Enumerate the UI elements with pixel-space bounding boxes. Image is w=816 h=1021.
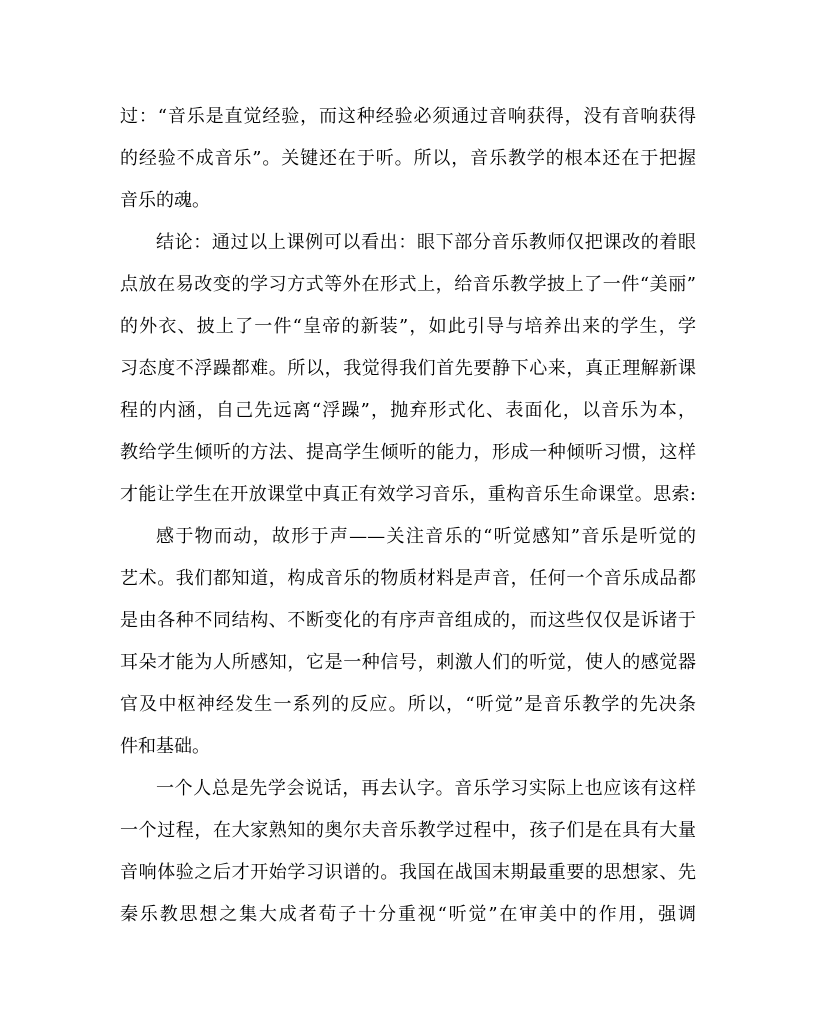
text-line: 的外衣、披上了一件“皇帝的新装”，如此引导与培养出来的学生，学 (120, 316, 696, 337)
text-line: 件和基础。 (120, 736, 210, 757)
text-line: 习态度不浮躁都难。所以，我觉得我们首先要静下心来，真正理解新课 (120, 358, 696, 379)
text-line: 官及中枢神经发生一系列的反应。所以，“听觉”是音乐教学的先决条 (120, 694, 696, 715)
text-line: 音响体验之后才开始学习识谱的。我国在战国末期最重要的思想家、先 (120, 862, 696, 883)
text-line: 秦乐教思想之集大成者荀子十分重视“听觉”在审美中的作用，强调 (120, 904, 696, 925)
text-line: 教给学生倾听的方法、提高学生倾听的能力，形成一种倾听习惯，这样 (120, 442, 696, 463)
text-line: 的经验不成音乐”。关键还在于听。所以，音乐教学的根本还在于把握 (120, 148, 696, 169)
text-line: 才能让学生在开放课堂中真正有效学习音乐，重构音乐生命课堂。思索: (120, 484, 696, 505)
text-line: 过：“音乐是直觉经验，而这种经验必须通过音响获得，没有音响获得 (120, 106, 696, 127)
text-line: 耳朵才能为人所感知，它是一种信号，刺激人们的听觉，使人的感觉器 (120, 652, 696, 673)
text-line: 一个人总是先学会说话，再去认字。音乐学习实际上也应该有这样 (156, 778, 696, 799)
text-line: 一个过程，在大家熟知的奥尔夫音乐教学过程中，孩子们是在具有大量 (120, 820, 696, 841)
text-line: 点放在易改变的学习方式等外在形式上，给音乐教学披上了一件“美丽” (120, 274, 696, 295)
text-line: 程的内涵，自己先远离“浮躁”，抛弃形式化、表面化，以音乐为本， (120, 400, 696, 421)
text-line: 感于物而动，故形于声——关注音乐的“听觉感知”音乐是听觉的 (156, 526, 696, 547)
text-line: 结论：通过以上课例可以看出：眼下部分音乐教师仅把课改的着眼 (156, 232, 696, 253)
text-line: 是由各种不同结构、不断变化的有序声音组成的，而这些仅仅是诉诸于 (120, 610, 696, 631)
text-line: 音乐的魂。 (120, 190, 210, 211)
text-line: 艺术。我们都知道，构成音乐的物质材料是声音，任何一个音乐成品都 (120, 568, 696, 589)
